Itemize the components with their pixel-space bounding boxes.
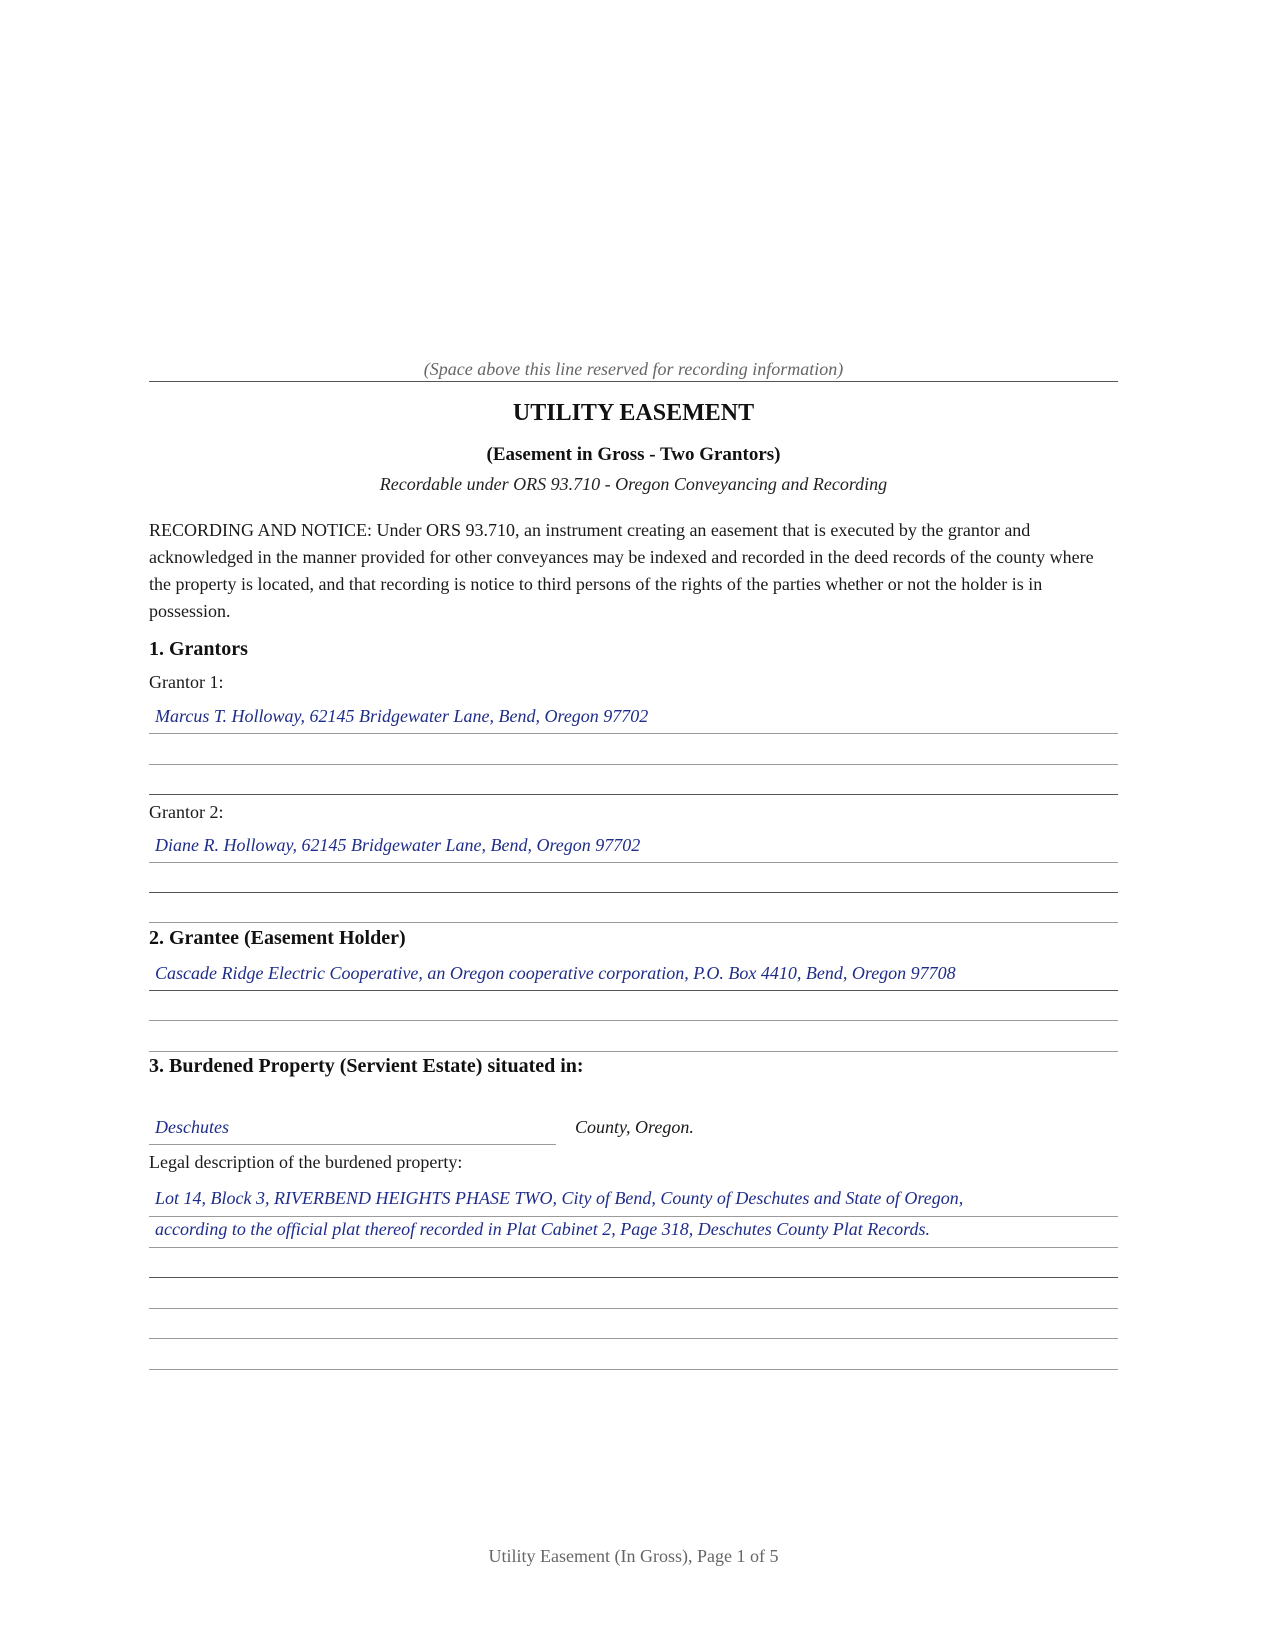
grantor-2-field[interactable]: Diane R. Holloway, 62145 Bridgewater Lane, Bend, Oregon 97702 bbox=[155, 835, 641, 855]
legal-line-2 bbox=[149, 1247, 1118, 1248]
county-line bbox=[149, 1144, 556, 1145]
grantor-1-line-3 bbox=[149, 794, 1118, 795]
county-suffix: County, Oregon. bbox=[575, 1117, 694, 1137]
recording-line bbox=[149, 381, 1118, 382]
recording-space-note: (Space above this line reserved for recording information) bbox=[423, 359, 844, 379]
legal-line-1 bbox=[149, 1216, 1118, 1217]
legal-line-4 bbox=[149, 1308, 1118, 1309]
section-1-heading: 1. Grantors bbox=[149, 638, 248, 660]
document-subtitle: (Easement in Gross - Two Grantors) bbox=[486, 444, 781, 465]
grantee-line bbox=[149, 990, 1118, 991]
grantor-2-line-3 bbox=[149, 922, 1118, 923]
legal-description-label: Legal description of the burdened property: bbox=[149, 1152, 463, 1172]
section-2-heading: 2. Grantee (Easement Holder) bbox=[149, 927, 406, 949]
grantor-1-line-2 bbox=[149, 764, 1118, 765]
grantor-1-label: Grantor 1: bbox=[149, 672, 224, 692]
grantor-2-line-2 bbox=[149, 892, 1118, 893]
grantor-1-field[interactable]: Marcus T. Holloway, 62145 Bridgewater Lane, Bend, Oregon 97702 bbox=[155, 706, 649, 726]
section-3-heading: 3. Burdened Property (Servient Estate) situated in: bbox=[149, 1055, 584, 1077]
grantee-line-2 bbox=[149, 1020, 1118, 1021]
recording-notice: RECORDING AND NOTICE: Under ORS 93.710, an instrument creating an easement that is executed by the grantor and acknowledged in the manner provided for other conveyances may be indexed and recorded in the deed records of the county where the property is located, and that recording is notice to third persons of the rights of the parties whether or not the holder is in possession. bbox=[149, 520, 1094, 621]
grantor-2-line bbox=[149, 862, 1118, 863]
county-field[interactable]: Deschutes bbox=[155, 1117, 229, 1137]
grantor-1-line bbox=[149, 733, 1118, 734]
legal-line-5 bbox=[149, 1338, 1118, 1339]
recordable-statute: Recordable under ORS 93.710 - Oregon Conveyancing and Recording bbox=[379, 474, 888, 494]
legal-line-6 bbox=[149, 1369, 1118, 1370]
grantee-line-3 bbox=[149, 1051, 1118, 1052]
legal-description-line-2[interactable]: according to the official plat thereof recorded in Plat Cabinet 2, Page 318, Deschutes County Plat Records. bbox=[155, 1219, 931, 1239]
grantor-2-label: Grantor 2: bbox=[149, 802, 224, 822]
document-title: UTILITY EASEMENT bbox=[512, 400, 755, 426]
page-footer: Utility Easement (In Gross), Page 1 of 5 bbox=[488, 1546, 779, 1566]
legal-line-3 bbox=[149, 1277, 1118, 1278]
legal-description-line-1[interactable]: Lot 14, Block 3, RIVERBEND HEIGHTS PHASE TWO, City of Bend, County of Deschutes and State of Oregon, bbox=[155, 1188, 964, 1208]
grantee-field[interactable]: Cascade Ridge Electric Cooperative, an Oregon cooperative corporation, P.O. Box 4410, Bend, Oregon 97708 bbox=[155, 963, 956, 983]
